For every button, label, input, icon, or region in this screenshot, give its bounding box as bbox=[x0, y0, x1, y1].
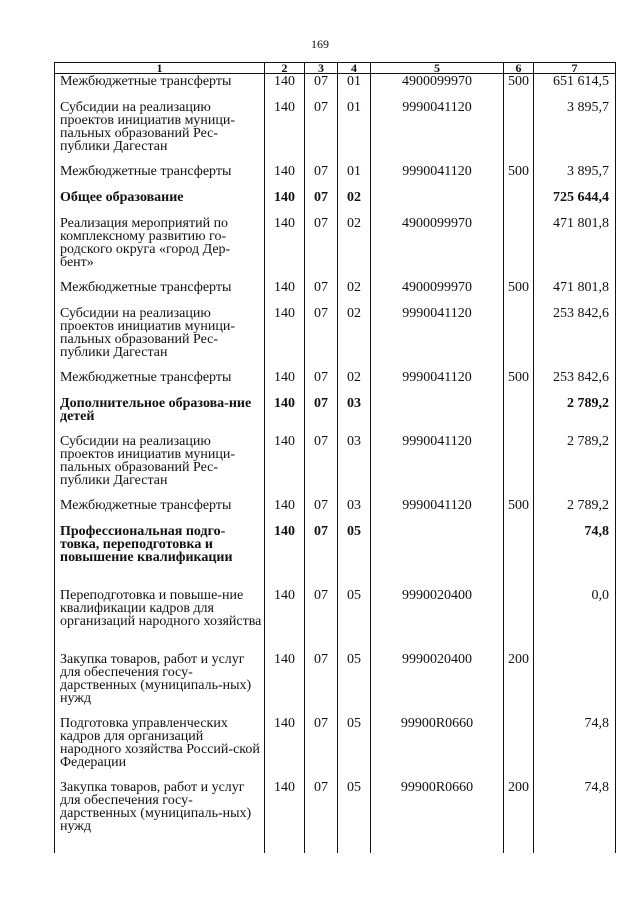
row-amount-cell: 471 801,8 bbox=[534, 211, 616, 275]
table-row bbox=[55, 711, 616, 775]
row-col2-cell: 140 bbox=[265, 211, 305, 275]
table-row bbox=[55, 647, 616, 711]
row-col4-cell: 02 bbox=[338, 365, 371, 391]
row-name-cell: Переподготовка и повыше-ние квалификации кадров для организаций народного хозяйства bbox=[55, 583, 265, 647]
row-col5-cell bbox=[371, 391, 504, 429]
table-row bbox=[55, 583, 616, 647]
row-amount-cell: 725 644,4 bbox=[534, 185, 616, 211]
table-row bbox=[55, 74, 616, 96]
row-col3-cell: 07 bbox=[305, 159, 338, 185]
row-col3-cell: 07 bbox=[305, 365, 338, 391]
row-col6-cell: 500 bbox=[504, 74, 534, 96]
row-name-cell: Дополнительное образова-ние детей bbox=[55, 391, 265, 429]
row-amount-cell: 3 895,7 bbox=[534, 159, 616, 185]
row-col4-cell: 05 bbox=[338, 519, 371, 583]
row-col5-cell: 9990020400 bbox=[371, 583, 504, 647]
row-name-cell: Реализация мероприятий по комплексному развитию го-родского округа «город Дер-бент» bbox=[55, 211, 265, 275]
table-row bbox=[55, 429, 616, 493]
row-amount-cell: 471 801,8 bbox=[534, 275, 616, 301]
row-col2-cell: 140 bbox=[265, 74, 305, 96]
row-col6-cell bbox=[504, 519, 534, 583]
row-col2-cell: 140 bbox=[265, 185, 305, 211]
row-col5-cell: 9990041120 bbox=[371, 159, 504, 185]
row-name-cell: Профессиональная подго-товка, переподготовка и повышение квалификации bbox=[55, 519, 265, 583]
table-row bbox=[55, 185, 616, 211]
row-amount-cell: 2 789,2 bbox=[534, 493, 616, 519]
table-row bbox=[55, 775, 616, 853]
row-col6-cell: 500 bbox=[504, 275, 534, 301]
row-col6-cell: 500 bbox=[504, 365, 534, 391]
row-col5-cell: 99900R0660 bbox=[371, 711, 504, 775]
column-header-1: 1 bbox=[55, 63, 265, 74]
row-col3-cell: 07 bbox=[305, 647, 338, 711]
row-name-cell: Закупка товаров, работ и услуг для обеспечения госу-дарственных (муниципаль-ных) нужд bbox=[55, 647, 265, 711]
row-col2-cell: 140 bbox=[265, 493, 305, 519]
table-row bbox=[55, 391, 616, 429]
row-col6-cell: 500 bbox=[504, 493, 534, 519]
table-body bbox=[55, 74, 616, 854]
row-col2-cell: 140 bbox=[265, 429, 305, 493]
row-col5-cell: 9990041120 bbox=[371, 429, 504, 493]
row-col6-cell bbox=[504, 429, 534, 493]
row-col6-cell bbox=[504, 301, 534, 365]
row-col4-cell: 01 bbox=[338, 95, 371, 159]
row-amount-cell: 651 614,5 bbox=[534, 74, 616, 96]
row-col6-cell bbox=[504, 711, 534, 775]
row-amount-cell: 253 842,6 bbox=[534, 301, 616, 365]
column-header-5: 5 bbox=[371, 63, 504, 74]
row-col6-cell: 200 bbox=[504, 775, 534, 853]
row-col3-cell: 07 bbox=[305, 711, 338, 775]
table-row bbox=[55, 159, 616, 185]
row-col4-cell: 03 bbox=[338, 429, 371, 493]
row-col2-cell: 140 bbox=[265, 583, 305, 647]
row-name-cell: Общее образование bbox=[55, 185, 265, 211]
row-col5-cell: 4900099970 bbox=[371, 275, 504, 301]
row-col5-cell: 4900099970 bbox=[371, 74, 504, 96]
row-col3-cell: 07 bbox=[305, 211, 338, 275]
row-col4-cell: 02 bbox=[338, 185, 371, 211]
row-col5-cell bbox=[371, 519, 504, 583]
row-col3-cell: 07 bbox=[305, 95, 338, 159]
row-col2-cell: 140 bbox=[265, 301, 305, 365]
table-row bbox=[55, 519, 616, 583]
row-col5-cell: 9990020400 bbox=[371, 647, 504, 711]
row-col6-cell bbox=[504, 95, 534, 159]
row-col4-cell: 02 bbox=[338, 301, 371, 365]
row-col2-cell: 140 bbox=[265, 519, 305, 583]
row-col5-cell bbox=[371, 185, 504, 211]
row-amount-cell: 2 789,2 bbox=[534, 429, 616, 493]
row-name-cell: Межбюджетные трансферты bbox=[55, 74, 265, 96]
header-row bbox=[55, 63, 616, 74]
row-amount-cell: 2 789,2 bbox=[534, 391, 616, 429]
table-row bbox=[55, 211, 616, 275]
row-col2-cell: 140 bbox=[265, 159, 305, 185]
budget-table bbox=[54, 62, 616, 853]
row-col3-cell: 07 bbox=[305, 301, 338, 365]
row-col6-cell bbox=[504, 391, 534, 429]
row-col3-cell: 07 bbox=[305, 519, 338, 583]
column-header-2: 2 bbox=[265, 63, 305, 74]
row-col4-cell: 03 bbox=[338, 391, 371, 429]
row-name-cell: Подготовка управленческих кадров для организаций народного хозяйства Россий-ской Федерации bbox=[55, 711, 265, 775]
row-col5-cell: 99900R0660 bbox=[371, 775, 504, 853]
table-row bbox=[55, 95, 616, 159]
row-col6-cell: 500 bbox=[504, 159, 534, 185]
row-col3-cell: 07 bbox=[305, 275, 338, 301]
row-col2-cell: 140 bbox=[265, 775, 305, 853]
column-header-6: 6 bbox=[504, 63, 534, 74]
row-amount-cell: 253 842,6 bbox=[534, 365, 616, 391]
row-amount-cell: 74,8 bbox=[534, 775, 616, 853]
column-header-4: 4 bbox=[338, 63, 371, 74]
row-col3-cell: 07 bbox=[305, 429, 338, 493]
row-col3-cell: 07 bbox=[305, 391, 338, 429]
row-col2-cell: 140 bbox=[265, 95, 305, 159]
row-col6-cell bbox=[504, 185, 534, 211]
row-name-cell: Межбюджетные трансферты bbox=[55, 493, 265, 519]
row-col4-cell: 01 bbox=[338, 159, 371, 185]
row-col5-cell: 9990041120 bbox=[371, 365, 504, 391]
row-col2-cell: 140 bbox=[265, 647, 305, 711]
row-col4-cell: 03 bbox=[338, 493, 371, 519]
row-amount-cell: 74,8 bbox=[534, 519, 616, 583]
row-name-cell: Межбюджетные трансферты bbox=[55, 159, 265, 185]
row-name-cell: Субсидии на реализацию проектов инициатив муници-пальных образований Рес-публики Дагестан bbox=[55, 429, 265, 493]
row-col5-cell: 9990041120 bbox=[371, 493, 504, 519]
row-name-cell: Субсидии на реализацию проектов инициатив муници-пальных образований Рес-публики Дагестан bbox=[55, 301, 265, 365]
page-number: 169 bbox=[311, 37, 329, 51]
row-name-cell: Межбюджетные трансферты bbox=[55, 365, 265, 391]
row-amount-cell: 0,0 bbox=[534, 583, 616, 647]
row-col3-cell: 07 bbox=[305, 74, 338, 96]
table-row bbox=[55, 275, 616, 301]
row-name-cell: Закупка товаров, работ и услуг для обеспечения госу-дарственных (муниципаль-ных) нужд bbox=[55, 775, 265, 853]
row-col2-cell: 140 bbox=[265, 711, 305, 775]
row-col6-cell: 200 bbox=[504, 647, 534, 711]
table-row bbox=[55, 365, 616, 391]
row-amount-cell bbox=[534, 647, 616, 711]
row-col5-cell: 9990041120 bbox=[371, 301, 504, 365]
row-col4-cell: 05 bbox=[338, 647, 371, 711]
row-amount-cell: 3 895,7 bbox=[534, 95, 616, 159]
column-header-7: 7 bbox=[534, 63, 616, 74]
table-row bbox=[55, 301, 616, 365]
row-col3-cell: 07 bbox=[305, 185, 338, 211]
row-col3-cell: 07 bbox=[305, 775, 338, 853]
row-col6-cell bbox=[504, 211, 534, 275]
row-col5-cell: 4900099970 bbox=[371, 211, 504, 275]
row-col4-cell: 05 bbox=[338, 775, 371, 853]
row-col2-cell: 140 bbox=[265, 391, 305, 429]
row-amount-cell: 74,8 bbox=[534, 711, 616, 775]
row-col4-cell: 01 bbox=[338, 74, 371, 96]
row-col2-cell: 140 bbox=[265, 365, 305, 391]
column-header-3: 3 bbox=[305, 63, 338, 74]
row-col4-cell: 05 bbox=[338, 583, 371, 647]
row-col4-cell: 05 bbox=[338, 711, 371, 775]
row-col6-cell bbox=[504, 583, 534, 647]
row-col5-cell: 9990041120 bbox=[371, 95, 504, 159]
row-col4-cell: 02 bbox=[338, 275, 371, 301]
row-col4-cell: 02 bbox=[338, 211, 371, 275]
row-col2-cell: 140 bbox=[265, 275, 305, 301]
row-name-cell: Субсидии на реализацию проектов инициатив муници-пальных образований Рес-публики Дагестан bbox=[55, 95, 265, 159]
row-col3-cell: 07 bbox=[305, 583, 338, 647]
table-row bbox=[55, 493, 616, 519]
row-name-cell: Межбюджетные трансферты bbox=[55, 275, 265, 301]
row-col3-cell: 07 bbox=[305, 493, 338, 519]
